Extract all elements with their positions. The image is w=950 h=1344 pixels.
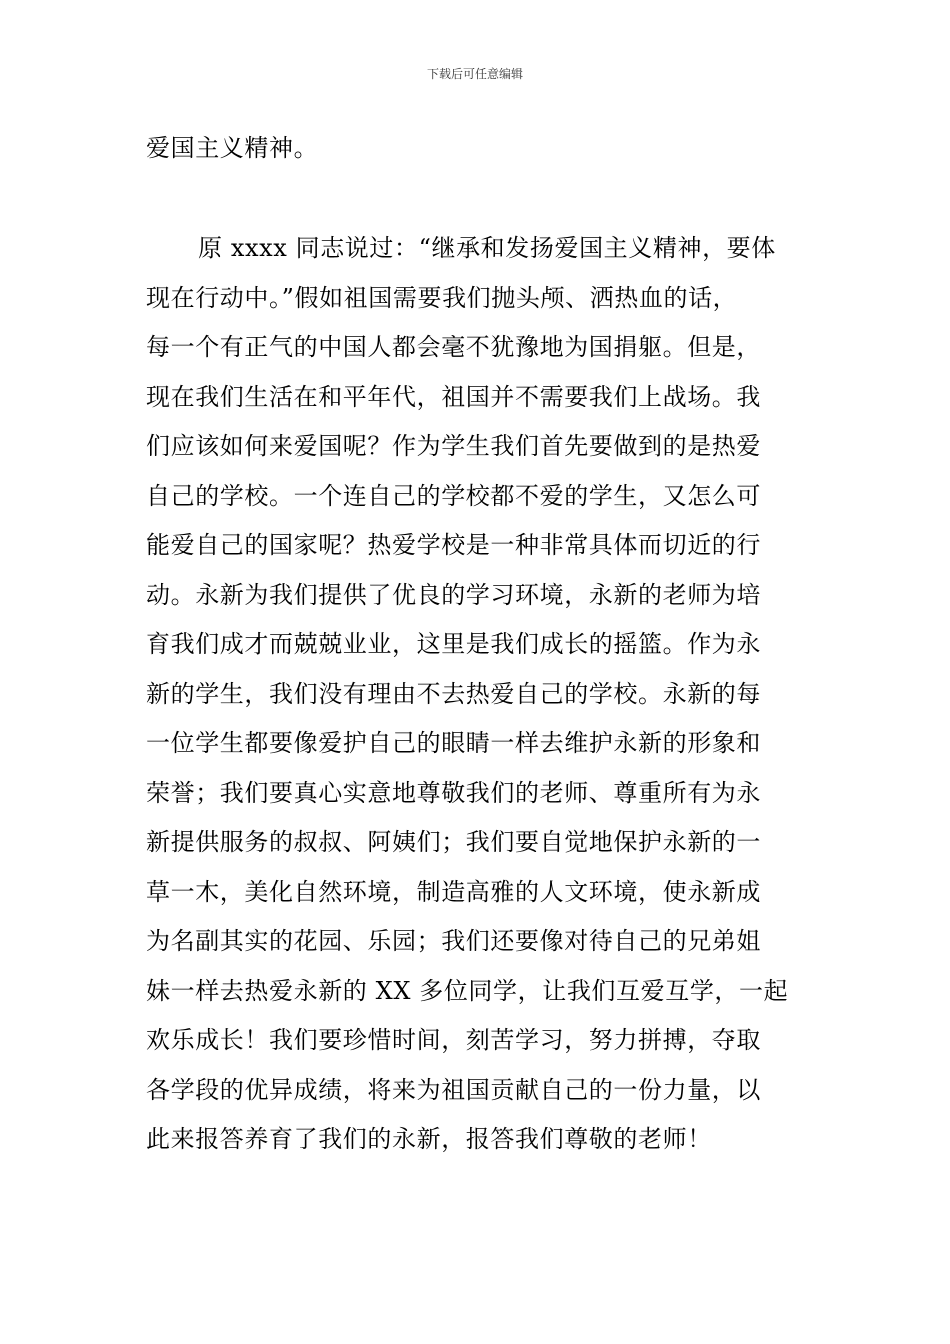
paragraph-line: 每一个有正气的中国人都会毫不犹豫地为国捐躯。但是， [146,333,761,361]
paragraph-line: 荣誉；我们要真心实意地尊敬我们的老师、尊重所有为永 [146,778,761,807]
paragraph-2 [146,224,808,1165]
paragraph-line: 新的学生，我们没有理由不去热爱自己的学校。永新的每 [146,679,761,708]
paragraph-line: 原 xxxx 同志说过：“继承和发扬爱国主义精神，要体 [198,234,776,262]
paragraph-line: 育我们成才而兢兢业业，这里是我们成长的摇篮。作为永 [146,630,761,658]
paragraph-line: 们应该如何来爱国呢？作为学生我们首先要做到的是热爱 [146,432,761,460]
paragraph-line: 动。永新为我们提供了优良的学习环境，永新的老师为培 [146,580,761,609]
paragraph-line: 各学段的优异成绩，将来为祖国贡献自己的一份力量，以 [146,1075,761,1104]
paragraph-line: 能爱自己的国家呢？热爱学校是一种非常具体而切近的行 [146,531,761,559]
page-header: 下载后可任意编辑 [426,67,523,81]
paragraph-line: 新提供服务的叔叔、阿姨们；我们要自觉地保护永新的一 [146,828,761,856]
paragraph-line: 此来报答养育了我们的永新，报答我们尊敬的老师！ [146,1125,712,1153]
paragraph-line: 现在行动中。”假如祖国需要我们抛头颅、洒热血的话， [146,283,738,312]
paragraph-line: 现在我们生活在和平年代，祖国并不需要我们上战场。我 [146,382,761,411]
paragraph-line: 为名副其实的花园、乐园；我们还要像对待自己的兄弟姐 [146,927,761,955]
paragraph-line: 欢乐成长！我们要珍惜时间，刻苦学习，努力拼搏，夺取 [146,1026,761,1054]
paragraph-line: 自己的学校。一个连自己的学校都不爱的学生，又怎么可 [146,481,761,510]
paragraph-line: 妹一样去热爱永新的 XX 多位同学，让我们互爱互学，一起 [146,976,789,1005]
paragraph-1 [146,124,808,174]
paragraph-line: 一位学生都要像爱护自己的眼睛一样去维护永新的形象和 [146,729,761,757]
paragraph-line: 爱国主义精神。 [146,134,319,162]
paragraph-line: 草一木，美化自然环境，制造高雅的人文环境，使永新成 [146,877,761,906]
